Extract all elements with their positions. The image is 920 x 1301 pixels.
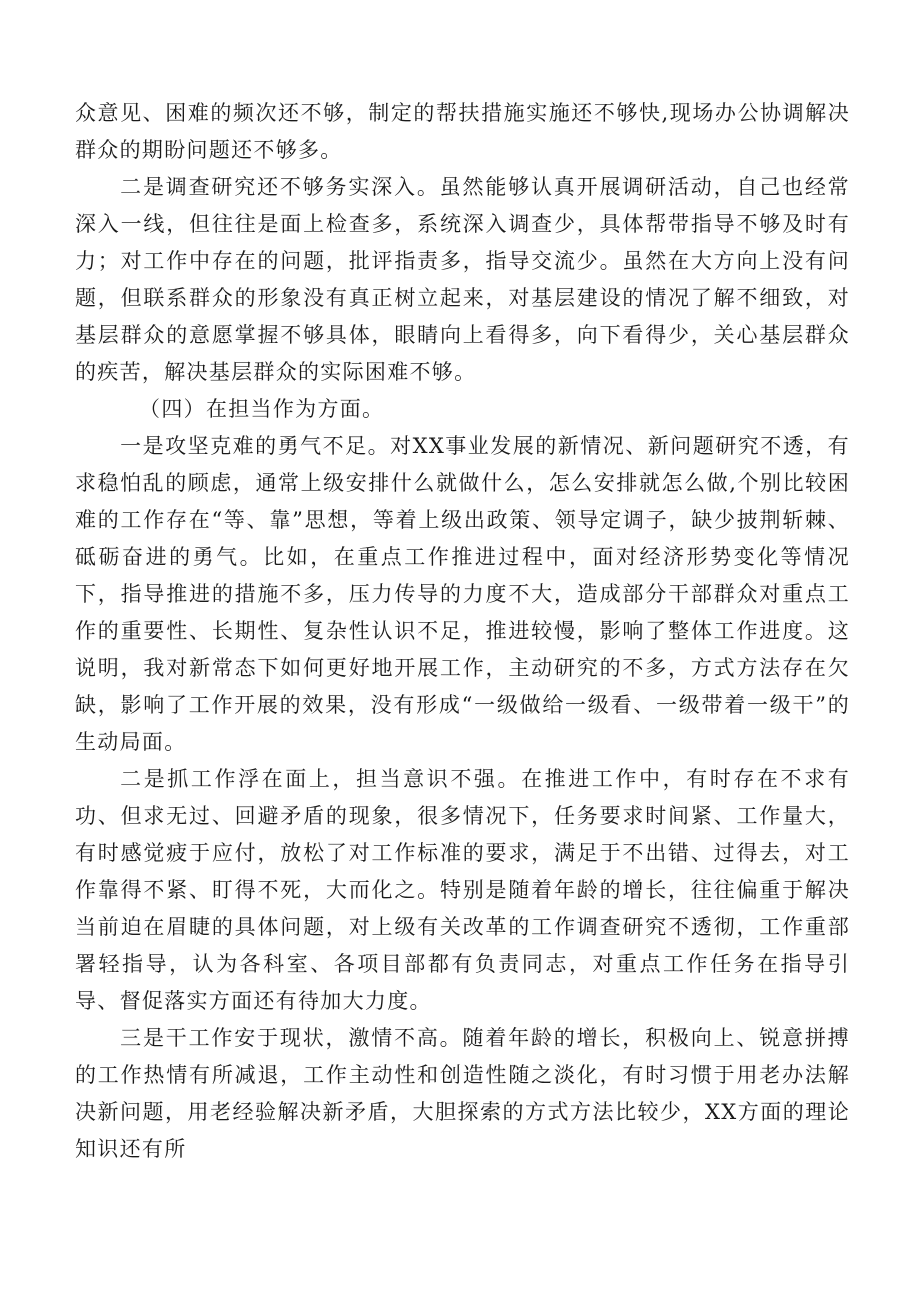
paragraph-courage: 一是攻坚克难的勇气不足。对XX事业发展的新情况、新问题研究不透，有求稳怕乱的顾虑，通常上级安排什么就做什么，怎么安排就怎么做,个别比较困难的工作存在“等、靠”思想，等着上级出政策、领导定调子，缺少披荆斩棘、砥砺奋进的勇气。比如，在重点工作推进过程中，面对经济形势变化等情况下，指导推进的措施不多，压力传导的力度不大，造成部分干部群众对重点工作的重要性、长期性、复杂性认识不足，推进较慢，影响了整体工作进度。这说明，我对新常态下如何更好地开展工作，主动研究的不多，方式方法存在欠缺，影响了工作开展的效果，没有形成“一级做给一级看、一级带着一级干”的生动局面。 xyxy=(75,434,850,754)
document-body xyxy=(75,95,850,1168)
paragraph-complacency: 三是干工作安于现状，激情不高。随着年龄的增长，积极向上、锐意拼搏的工作热情有所减退，工作主动性和创造性随之淡化，有时习惯于用老办法解决新问题，用老经验解决新矛盾，大胆探索的方式方法比较少，XX方面的理论知识还有所 xyxy=(75,1026,850,1161)
paragraph-investigation: 二是调查研究还不够务实深入。虽然能够认真开展调研活动，自己也经常深入一线，但往往是面上检查多，系统深入调查少，具体帮带指导不够及时有力；对工作中存在的问题，批评指责多，指导交流少。虽然在大方向上没有问题，但联系群众的形象没有真正树立起来，对基层建设的情况了解不细致，对基层群众的意愿掌握不够具体，眼睛向上看得多，向下看得少，关心基层群众的疾苦，解决基层群众的实际困难不够。 xyxy=(75,175,850,384)
section-heading-responsibility: （四）在担当作为方面。 xyxy=(139,397,385,421)
paragraph-superficial-work: 二是抓工作浮在面上，担当意识不强。在推进工作中，有时存在不求有功、但求无过、回避矛盾的现象，很多情况下，任务要求时间紧、工作量大，有时感觉疲于应付，放松了对工作标准的要求，满足于不出错、过得去，对工作靠得不紧、盯得不死，大而化之。特别是随着年龄的增长，往往偏重于解决当前迫在眉睫的具体问题，对上级有关改革的工作调查研究不透彻，工作重部署轻指导，认为各科室、各项目部都有负责同志，对重点工作任务在指导引导、督促落实方面还有待加大力度。 xyxy=(75,767,850,1013)
paragraph-continuation: 众意见、困难的频次还不够，制定的帮扶措施实施还不够快,现场办公协调解决群众的期盼问题还不够多。 xyxy=(75,101,850,162)
